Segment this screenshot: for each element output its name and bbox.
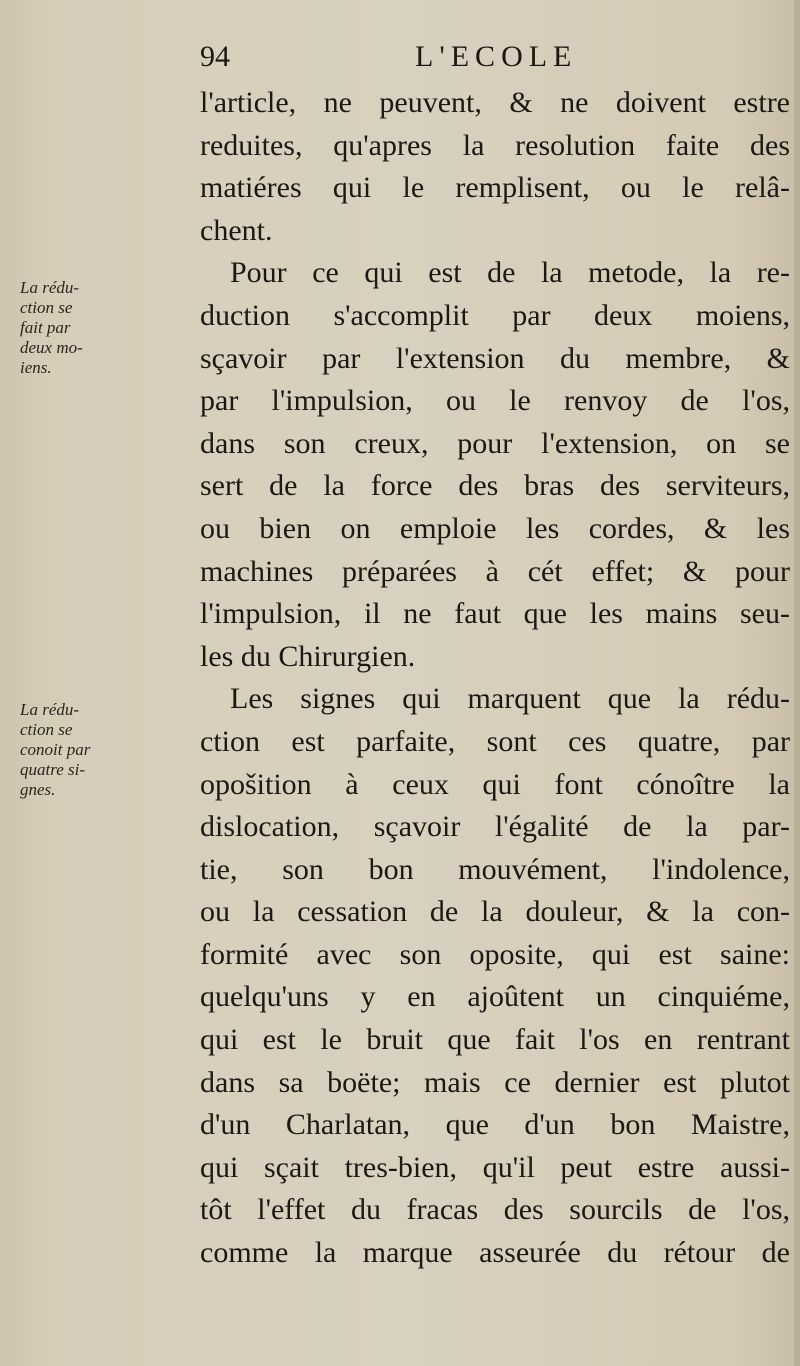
- text-line: duction s'accomplit par deux moiens,: [200, 298, 790, 332]
- marginal-note-line: conoit par: [20, 740, 91, 759]
- marginal-note: [20, 278, 160, 378]
- text-line: ou la cessation de la douleur, & la con-: [200, 895, 790, 929]
- text-line: l'impulsion, il ne faut que les mains seu-: [200, 597, 790, 631]
- marginal-note-line: ction se: [20, 298, 73, 317]
- text-line: machines préparées à cét effet; & pour: [200, 554, 790, 588]
- text-line: l'article, ne peuvent, & ne doivent estre: [200, 86, 790, 119]
- marginal-note-line: La rédu-: [20, 700, 80, 719]
- body-text: [200, 82, 790, 1275]
- text-line: ou bien on emploie les cordes, & les: [200, 511, 790, 545]
- page-edge: [794, 0, 800, 1366]
- text-line: comme la marque asseurée du rétour de: [200, 1236, 790, 1270]
- marginal-note-line: fait par: [20, 318, 71, 337]
- marginal-note-line: ction se: [20, 720, 73, 739]
- text-line: Pour ce qui est de la metode, la re-: [230, 256, 790, 290]
- marginal-note: [20, 700, 160, 800]
- text-line: qui est le bruit que fait l'os en rentrant: [200, 1023, 790, 1057]
- marginal-note-line: iens.: [20, 358, 52, 377]
- text-line: les du Chirurgien.: [200, 639, 416, 673]
- marginal-note-line: deux mo-: [20, 338, 83, 357]
- text-line: d'un Charlatan, que d'un bon Maistre,: [200, 1108, 790, 1142]
- text-line: chent.: [200, 213, 273, 247]
- text-line: qui sçait tres-bien, qu'il peut estre aussi-: [200, 1150, 790, 1184]
- marginal-note-line: quatre si-: [20, 760, 86, 779]
- page-header: [200, 40, 790, 80]
- text-line: reduites, qu'apres la resolution faite des: [200, 128, 790, 162]
- text-line: ction est parfaite, sont ces quatre, par: [200, 724, 790, 758]
- text-line: dans sa boëte; mais ce dernier est plutot: [200, 1065, 790, 1099]
- page-number: 94: [200, 40, 230, 73]
- text-line: tie, son bon mouvément, l'indolence,: [200, 852, 790, 886]
- text-line: sçavoir par l'extension du membre, &: [200, 341, 790, 375]
- marginal-note-line: gnes.: [20, 780, 56, 799]
- text-line: dislocation, sçavoir l'égalité de la par-: [200, 810, 790, 844]
- text-line: formité avec son oposite, qui est saine:: [200, 937, 790, 971]
- text-line: quelqu'uns y en ajoûtent un cinquiéme,: [200, 980, 790, 1014]
- text-line: matiéres qui le remplisent, ou le relâ-: [200, 171, 790, 205]
- text-line: dans son creux, pour l'extension, on se: [200, 426, 790, 460]
- running-head: L'ECOLE: [415, 40, 578, 73]
- marginal-note-line: La rédu-: [20, 278, 80, 297]
- text-line: par l'impulsion, ou le renvoy de l'os,: [200, 384, 790, 418]
- text-line: tôt l'effet du fracas des sourcils de l'os,: [200, 1193, 790, 1227]
- text-line: sert de la force des bras des serviteurs,: [200, 469, 790, 503]
- text-line: opošition à ceux qui font cónoître la: [200, 767, 790, 801]
- text-line: Les signes qui marquent que la rédu-: [230, 682, 790, 716]
